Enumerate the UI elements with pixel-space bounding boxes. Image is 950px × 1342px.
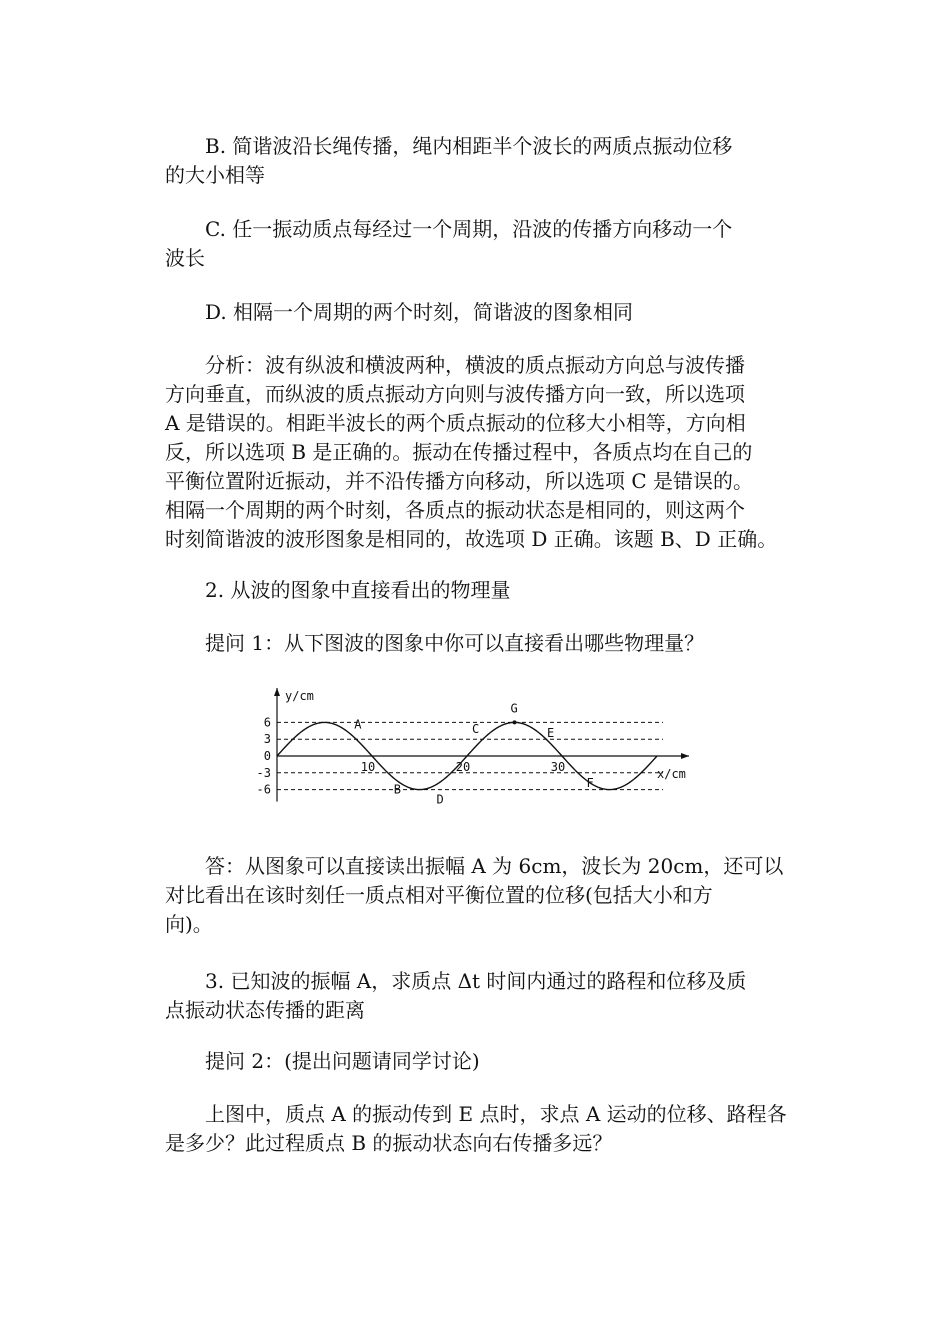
x-tick-label: 30 bbox=[550, 760, 566, 774]
text-line: 3. 已知波的振幅 A，求质点 Δt 时间内通过的路程和位移及质 bbox=[205, 969, 747, 993]
wave-graph-svg bbox=[245, 680, 715, 820]
text-line: B. 简谐波沿长绳传播，绳内相距半个波长的两质点振动位移 bbox=[205, 134, 733, 158]
point-label-d: D bbox=[436, 792, 444, 807]
y-tick-label: 3 bbox=[263, 732, 271, 747]
y-tick-label: 6 bbox=[263, 715, 271, 730]
x-tick-label: 20 bbox=[455, 760, 471, 774]
text-line: 答：从图象可以直接读出振幅 A 为 6cm，波长为 20cm，还可以 bbox=[205, 854, 784, 878]
text-line: 上图中，质点 A 的振动传到 E 点时，求点 A 运动的位移、路程各 bbox=[205, 1102, 787, 1126]
option-c bbox=[165, 215, 790, 273]
text-line: A 是错误的。相距半波长的两个质点振动的位移大小相等，方向相 bbox=[165, 411, 746, 435]
text-line: 2. 从波的图象中直接看出的物理量 bbox=[205, 578, 511, 602]
text-line: 提问 1：从下图波的图象中你可以直接看出哪些物理量？ bbox=[205, 631, 705, 655]
y-tick-label: -3 bbox=[256, 765, 271, 780]
problem-paragraph bbox=[165, 1100, 790, 1158]
x-axis-arrow bbox=[681, 753, 689, 759]
point-label-b: B bbox=[393, 782, 401, 797]
y-tick-label: 0 bbox=[263, 749, 271, 763]
text-line: 时刻简谐波的波形图象是相同的，故选项 D 正确。该题 B、D 正确。 bbox=[165, 527, 778, 551]
text-line: 点振动状态传播的距离 bbox=[165, 998, 365, 1022]
point-label-c: C bbox=[472, 722, 480, 737]
point-marker bbox=[513, 720, 517, 724]
point-label-e: E bbox=[547, 726, 555, 741]
text-line: 对比看出在该时刻任一质点相对平衡位置的位移(包括大小和方 bbox=[165, 883, 713, 907]
text-line: 分析：波有纵波和横波两种，横波的质点振动方向总与波传播 bbox=[205, 353, 745, 377]
text-line: D. 相隔一个周期的两个时刻，简谐波的图象相同 bbox=[205, 300, 634, 324]
y-axis-label: y/cm bbox=[285, 689, 314, 703]
text-line: 反，所以选项 B 是正确的。振动在传播过程中，各质点均在自己的 bbox=[165, 440, 753, 464]
wave-graph bbox=[245, 680, 715, 820]
question-2 bbox=[165, 1047, 790, 1076]
text-line: 是多少？此过程质点 B 的振动状态向右传播多远？ bbox=[165, 1131, 613, 1155]
x-axis-label: x/cm bbox=[657, 767, 686, 781]
text-line: 向)。 bbox=[165, 912, 213, 936]
answer-paragraph bbox=[165, 852, 790, 939]
point-label-f: F bbox=[586, 775, 594, 790]
question-1 bbox=[165, 629, 790, 658]
y-axis-arrow bbox=[274, 688, 280, 696]
text-line: 的大小相等 bbox=[165, 163, 265, 187]
heading-3 bbox=[165, 967, 790, 1025]
text-line: 波长 bbox=[165, 246, 205, 270]
y-tick-label: -6 bbox=[256, 782, 271, 797]
point-label-a: A bbox=[354, 717, 362, 732]
text-line: 相隔一个周期的两个时刻，各质点的振动状态是相同的，则这两个 bbox=[165, 498, 745, 522]
point-label-g: G bbox=[510, 701, 518, 716]
x-tick-label: 10 bbox=[360, 760, 376, 774]
option-b bbox=[165, 132, 790, 190]
option-d bbox=[165, 298, 790, 327]
text-line: C. 任一振动质点每经过一个周期，沿波的传播方向移动一个 bbox=[205, 217, 733, 241]
text-line: 平衡位置附近振动，并不沿传播方向移动，所以选项 C 是错误的。 bbox=[165, 469, 754, 493]
analysis-paragraph bbox=[165, 351, 790, 554]
text-line: 提问 2：(提出问题请同学讨论) bbox=[205, 1049, 480, 1073]
heading-2 bbox=[165, 576, 790, 605]
text-line: 方向垂直，而纵波的质点振动方向则与波传播方向一致，所以选项 bbox=[165, 382, 745, 406]
